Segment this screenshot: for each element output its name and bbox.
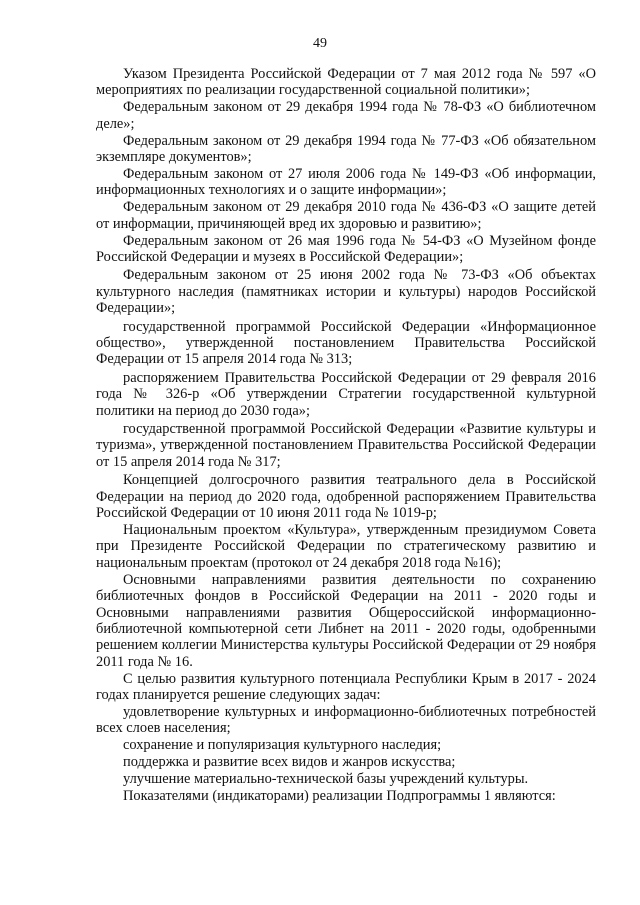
paragraph: Федеральным законом от 29 декабря 1994 года № 78-ФЗ «О библиотечном деле»; bbox=[96, 99, 596, 132]
paragraph: Федеральным законом от 26 мая 1996 года № 54-ФЗ «О Музейном фонде Российской Федерации и музеях в Российской Федерации»; bbox=[96, 232, 596, 265]
paragraph: Основными направлениями развития деятельности по сохранению библиотечных фондов в Российской Федерации на 2011 - 2020 годы и Основными направлениями развития Общероссийской информационно-библиотечной компьютерной сети Либнет на 2011 - 2020 годы, одобренными решением коллегии Министерства культуры Российской Федерации от 29 ноября 2011 года № 16. bbox=[96, 571, 596, 670]
paragraph: Федеральным законом от 25 июня 2002 года № 73-ФЗ «Об объектах культурного наследия (памятниках истории и культуры) народов Российской Федерации»; bbox=[96, 267, 596, 317]
paragraph: удовлетворение культурных и информационно-библиотечных потребностей всех слоев населения; bbox=[96, 703, 596, 737]
paragraph: распоряжением Правительства Российской Федерации от 29 февраля 2016 года № 326-р «Об утверждении Стратегии государственной культурной политики на период до 2030 года»; bbox=[96, 369, 596, 419]
paragraph: государственной программой Российской Федерации «Развитие культуры и туризма», утвержденной постановлением Правительства Российской Федерации от 15 апреля 2014 года № 317; bbox=[96, 421, 596, 470]
paragraph: Федеральным законом от 27 июля 2006 года № 149-ФЗ «Об информации, информационных технологиях и о защите информации»; bbox=[96, 165, 596, 199]
paragraph: государственной программой Российской Федерации «Информационное общество», утвержденной постановлением Правительства Российской Федерации от 15 апреля 2014 года № 313; bbox=[96, 318, 596, 368]
page-number: 49 bbox=[313, 36, 327, 51]
paragraph: Национальным проектом «Культура», утвержденным президиумом Совета при Президенте Российской Федерации по стратегическому развитию и национальным проектам (протокол от 24 декабря 2018 года №16); bbox=[96, 521, 596, 571]
paragraph: Федеральным законом от 29 декабря 1994 года № 77-ФЗ «Об обязательном экземпляре документов»; bbox=[96, 132, 596, 166]
paragraph: Федеральным законом от 29 декабря 2010 года № 436-ФЗ «О защите детей от информации, причиняющей вред их здоровью и развитию»; bbox=[96, 199, 596, 232]
paragraph: С целью развития культурного потенциала Республики Крым в 2017 - 2024 годах планируется решение следующих задач: bbox=[96, 670, 596, 704]
paragraph: Концепцией долгосрочного развития театрального дела в Российской Федерации на период до 2020 года, одобренной распоряжением Правительства Российской Федерации от 10 июня 2011 года № 1019-р; bbox=[96, 472, 596, 522]
paragraph: Показателями (индикаторами) реализации Подпрограммы 1 являются: bbox=[123, 787, 556, 804]
document-body bbox=[96, 66, 596, 805]
paragraph: сохранение и популяризация культурного наследия; bbox=[123, 737, 442, 754]
paragraph: улучшение материально-технической базы учреждений культуры. bbox=[123, 771, 529, 788]
paragraph: Указом Президента Российской Федерации от 7 мая 2012 года № 597 «О мероприятиях по реализации государственной социальной политики»; bbox=[96, 66, 596, 99]
paragraph: поддержка и развитие всех видов и жанров искусства; bbox=[123, 754, 456, 771]
